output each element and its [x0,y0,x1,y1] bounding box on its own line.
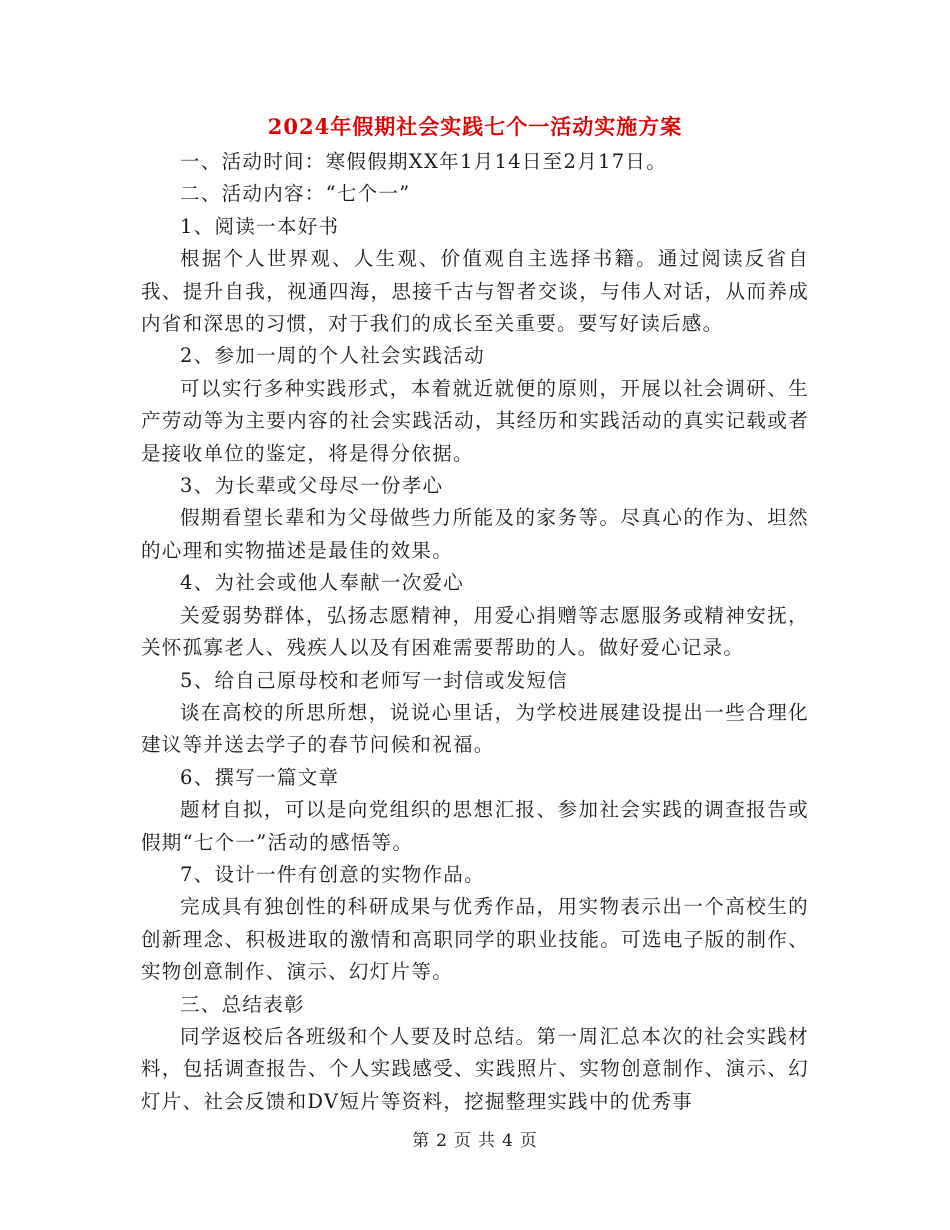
paragraph-item-6: 题材自拟，可以是向党组织的思想汇报、参加社会实践的调查报告或假期“七个一”活动的感悟等。 [141,798,809,854]
paragraph-activity-time: 一、活动时间：寒假假期XX年1月14日至2月17日。 [180,150,668,173]
footer-page-label: 第 [412,1131,431,1151]
document-title: 2024年假期社会实践七个一活动实施方案 [267,114,683,139]
footer-current-page: 2 [436,1131,448,1151]
paragraph-item-3: 假期看望长辈和为父母做些力所能及的家务等。尽真心的作为、坦然的心理和实物描述是最佳的效果。 [141,506,809,562]
paragraph-summary: 同学返校后各班级和个人要及时总结。第一周汇总本次的社会实践材料，包括调查报告、个人实践感受、实践照片、实物创意制作、演示、幻灯片、社会反馈和DV短片等资料，挖掘整理实践中的优秀事 [141,1024,809,1113]
paragraph-item-1: 根据个人世界观、人生观、价值观自主选择书籍。通过阅读反省自我、提升自我，视通四海，思接千古与智者交谈，与伟人对话，从而养成内省和深思的习惯，对于我们的成长至关重要。要写好读后感。 [141,247,809,336]
heading-item-6: 6、撰写一篇文章 [180,765,340,789]
paragraph-item-4: 关爱弱势群体，弘扬志愿精神，用爱心捐赠等志愿服务或精神安抚，关怀孤寡老人、残疾人以及有困难需要帮助的人。做好爱心记录。 [141,603,809,660]
heading-item-7: 7、设计一件有创意的实物作品。 [180,862,485,886]
heading-item-3: 3、为长辈或父母尽一份孝心 [180,474,444,498]
heading-item-4: 4、为社会或他人奉献一次爱心 [180,571,465,595]
paragraph-item-7: 完成具有独创性的科研成果与优秀作品，用实物表示出一个高校生的创新理念、积极进取的激情和高职同学的职业技能。可选电子版的制作、实物创意制作、演示、幻灯片等。 [141,895,809,984]
heading-item-1: 1、阅读一本好书 [180,214,340,238]
footer-page-unit: 页 [454,1131,472,1151]
footer-total-label: 共 [478,1131,496,1151]
footer-total-pages: 4 [502,1131,514,1151]
page-footer [0,1126,950,1151]
heading-item-2: 2、参加一周的个人社会实践活动 [180,344,485,368]
heading-summary: 三、总结表彰 [180,992,305,1016]
paragraph-item-5: 谈在高校的所思所想，说说心里话，为学校进展建设提出一些合理化建议等并送去学子的春节问候和祝福。 [141,700,809,757]
paragraph-activity-content: 二、活动内容：“七个一” [180,182,411,206]
footer-total-unit: 页 [519,1131,538,1151]
document-body [141,146,809,1118]
paragraph-item-2: 可以实行多种实践形式，本着就近就便的原则，开展以社会调研、生产劳动等为主要内容的社会实践活动，其经历和实践活动的真实记载或者是接收单位的鉴定，将是得分依据。 [141,376,809,465]
heading-item-5: 5、给自己原母校和老师写一封信或发短信 [180,668,569,692]
